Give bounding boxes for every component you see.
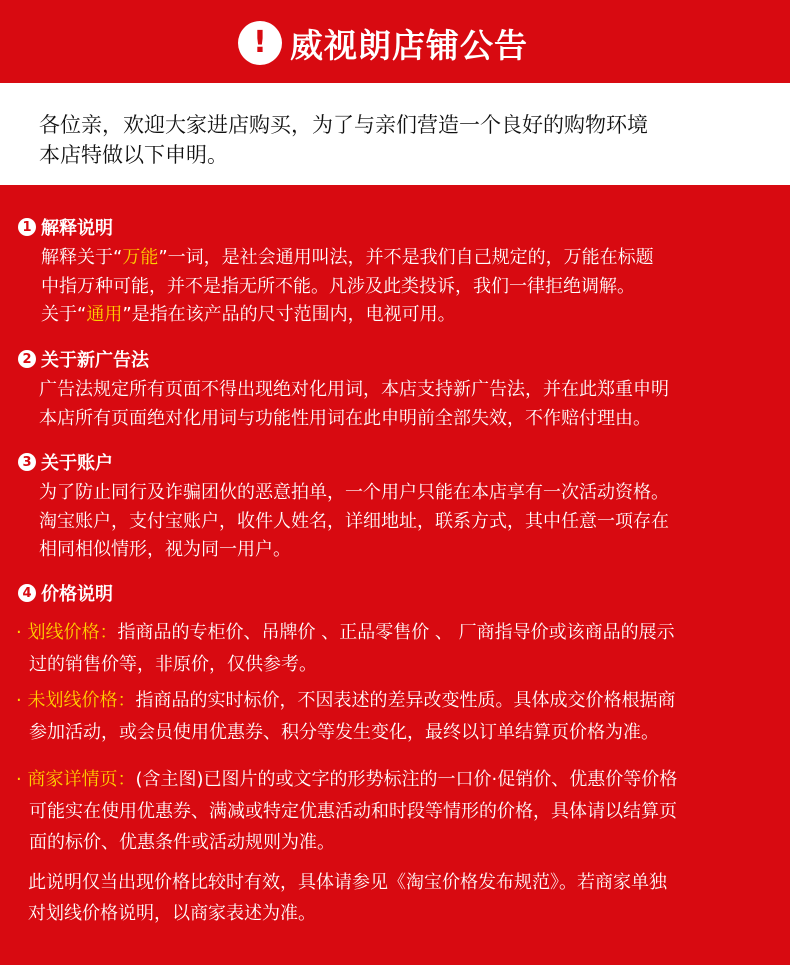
term-colon: ： xyxy=(117,769,136,790)
text-span: 过的销售价等，非原价，仅供参考。 xyxy=(29,653,317,675)
text-span: (含主图)已图片的或文字的形势标注的一口价·促销价、优惠价等价格 xyxy=(135,769,678,790)
intro-line-2: 本店特做以下申明。 xyxy=(39,143,228,167)
page-title: 威视朗店铺公告 xyxy=(290,25,528,65)
price-item-strikethrough xyxy=(16,617,675,680)
number-3-icon: 3 xyxy=(18,453,36,471)
text-span: 对划线价格说明，以商家表述为准。 xyxy=(28,903,316,924)
section-body-account xyxy=(39,479,669,565)
text-span: 可能实在使用优惠券、满减或特定优惠活动和时段等情形的价格，具体请以结算页 xyxy=(29,800,677,822)
intro-line-1: 各位亲，欢迎大家进店购买，为了与亲们营造一个良好的购物环境 xyxy=(39,113,648,137)
price-term: 未划线价格 xyxy=(27,690,118,711)
text-span: 指商品的实时标价，不因表述的差异改变性质。具体成交价格根据商 xyxy=(135,690,676,711)
intro-text xyxy=(39,110,759,170)
price-term: 商家详情页 xyxy=(27,769,118,790)
section-heading-price xyxy=(18,580,113,606)
highlight-term: 万能 xyxy=(122,247,159,268)
text-span: 解释关于“ xyxy=(41,247,123,268)
announcement-header xyxy=(0,0,790,83)
section-body-ad-law xyxy=(39,376,669,433)
intro-panel xyxy=(0,83,790,185)
section-heading-explanation xyxy=(18,214,113,240)
section-title: 价格说明 xyxy=(41,584,113,605)
text-span: 中指万种可能，并不是指无所不能。凡涉及此类投诉，我们一律拒绝调解。 xyxy=(41,275,635,297)
text-span: ”是指在该产品的尺寸范围内，电视可用。 xyxy=(122,304,456,325)
number-1-icon: 1 xyxy=(18,218,36,236)
highlight-term: 通用 xyxy=(86,304,123,325)
section-heading-account xyxy=(18,449,113,475)
text-span: 本店所有页面绝对化用词与功能性用词在此申明前全部失效，不作赔付理由。 xyxy=(39,407,651,429)
bullet-dot-icon: · xyxy=(16,769,22,790)
text-span: 面的标价、优惠条件或活动规则为准。 xyxy=(29,832,335,853)
section-body-explanation xyxy=(41,244,654,330)
term-colon: ： xyxy=(99,622,118,643)
term-colon: ： xyxy=(117,690,136,711)
text-span: 参加活动，或会员使用优惠券、积分等发生变化，最终以订单结算页价格为准。 xyxy=(29,721,659,743)
text-span: 此说明仅当出现价格比较时有效，具体请参见《淘宝价格发布规范》。若商家单独 xyxy=(28,872,667,893)
text-span: 淘宝账户，支付宝账户，收件人姓名，详细地址，联系方式，其中任意一项存在 xyxy=(39,510,669,532)
price-item-non-strikethrough xyxy=(16,685,675,748)
price-footer-note xyxy=(28,867,667,929)
price-item-detail-page xyxy=(16,764,677,859)
section-title: 解释说明 xyxy=(41,218,113,239)
text-span: 指商品的专柜价、吊牌价 、正品零售价 、 厂商指导价或该商品的展示 xyxy=(117,622,675,643)
header-title-group xyxy=(238,18,528,68)
section-title: 关于账户 xyxy=(41,453,113,474)
number-2-icon: 2 xyxy=(18,350,36,368)
text-span: 关于“ xyxy=(41,304,87,325)
text-span: ”一词，是社会通用叫法，并不是我们自己规定的，万能在标题 xyxy=(158,247,654,268)
section-title: 关于新广告法 xyxy=(41,350,149,371)
text-span: 为了防止同行及诈骗团伙的恶意拍单，一个用户只能在本店享有一次活动资格。 xyxy=(39,482,669,503)
text-span: 相同相似情形，视为同一用户。 xyxy=(39,539,291,560)
bullet-dot-icon: · xyxy=(16,622,22,643)
price-term: 划线价格 xyxy=(27,622,100,643)
section-heading-ad-law xyxy=(18,346,149,372)
exclamation-icon: ! xyxy=(238,21,282,65)
number-4-icon: 4 xyxy=(18,584,36,602)
bullet-dot-icon: · xyxy=(16,690,22,711)
text-span: 广告法规定所有页面不得出现绝对化用词，本店支持新广告法，并在此郑重申明 xyxy=(39,379,669,400)
